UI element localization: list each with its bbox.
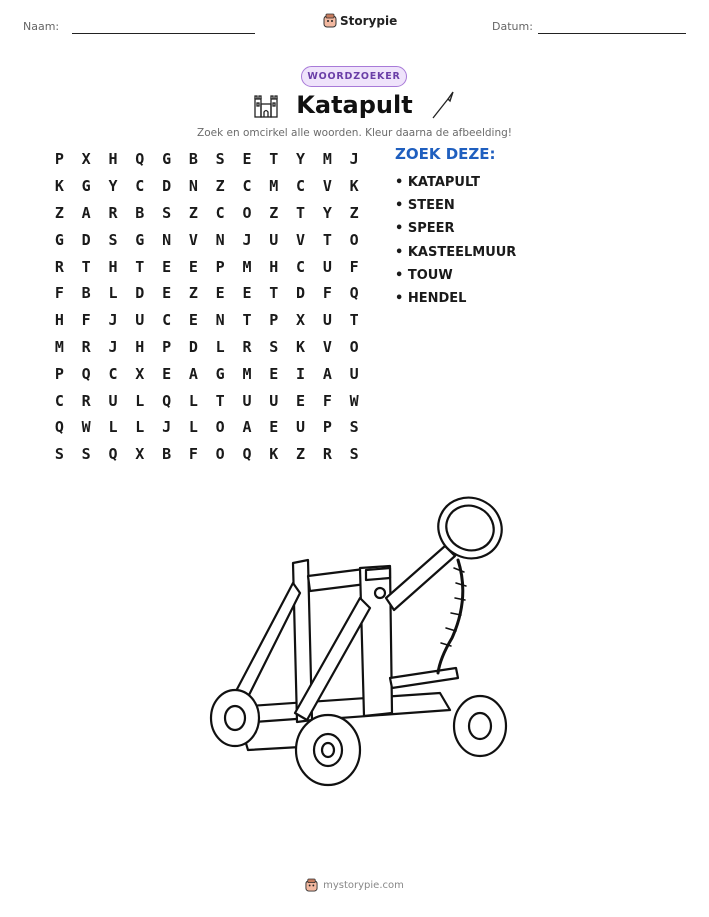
grid-cell[interactable]: F (54, 284, 64, 303)
grid-cell[interactable]: Q (81, 364, 91, 383)
grid-cell[interactable]: J (108, 311, 118, 330)
grid-cell[interactable]: S (162, 203, 172, 222)
grid-cell[interactable]: E (162, 284, 172, 303)
grid-cell[interactable]: U (322, 257, 332, 276)
grid-cell[interactable]: C (296, 177, 306, 196)
grid-cell[interactable]: E (162, 364, 172, 383)
grid-cell[interactable]: C (296, 257, 306, 276)
grid-cell[interactable]: E (242, 284, 252, 303)
grid-cell[interactable]: L (135, 418, 145, 437)
grid-cell[interactable]: P (54, 364, 64, 383)
word-item: • STEEN (395, 194, 516, 217)
grid-cell[interactable]: K (296, 337, 306, 356)
grid-cell[interactable]: B (135, 203, 145, 222)
spear-icon (429, 90, 457, 120)
grid-cell[interactable]: N (188, 177, 198, 196)
grid-cell[interactable]: A (322, 364, 332, 383)
grid-cell[interactable]: R (54, 257, 64, 276)
grid-cell[interactable]: N (215, 311, 225, 330)
grid-cell[interactable]: S (349, 418, 359, 437)
grid-cell[interactable]: Z (188, 203, 198, 222)
grid-cell[interactable]: L (215, 337, 225, 356)
grid-cell[interactable]: A (242, 418, 252, 437)
grid-cell[interactable]: R (242, 337, 252, 356)
grid-cell[interactable]: X (135, 445, 145, 464)
grid-cell[interactable]: Z (269, 203, 279, 222)
grid-cell[interactable]: C (242, 177, 252, 196)
grid-cell[interactable]: S (349, 445, 359, 464)
grid-cell[interactable]: Z (296, 445, 306, 464)
grid-cell[interactable]: B (188, 150, 198, 169)
grid-cell[interactable]: P (269, 311, 279, 330)
grid-cell[interactable]: E (215, 284, 225, 303)
catapult-illustration (200, 488, 510, 790)
grid-cell[interactable]: T (322, 230, 332, 249)
storypie-logo-icon (305, 878, 318, 892)
grid-cell[interactable]: M (322, 150, 332, 169)
grid-cell[interactable]: W (349, 391, 359, 410)
grid-cell[interactable]: L (108, 284, 118, 303)
grid-cell[interactable]: F (188, 445, 198, 464)
grid-cell[interactable]: L (108, 418, 118, 437)
grid-cell[interactable]: P (215, 257, 225, 276)
grid-cell[interactable]: U (135, 311, 145, 330)
grid-cell[interactable]: U (269, 391, 279, 410)
grid-cell[interactable]: T (242, 311, 252, 330)
grid-cell[interactable]: E (162, 257, 172, 276)
word-item: • TOUW (395, 264, 516, 287)
grid-cell[interactable]: J (108, 337, 118, 356)
grid-cell[interactable]: I (296, 364, 306, 383)
grid-cell[interactable]: O (349, 230, 359, 249)
grid-cell[interactable]: T (215, 391, 225, 410)
grid-cell[interactable]: L (188, 391, 198, 410)
grid-cell[interactable]: S (54, 445, 64, 464)
page-title: Katapult (296, 91, 413, 119)
grid-cell[interactable]: P (322, 418, 332, 437)
grid-cell[interactable]: E (269, 418, 279, 437)
word-item: • HENDEL (395, 287, 516, 310)
grid-cell[interactable]: C (54, 391, 64, 410)
grid-cell[interactable]: Q (108, 445, 118, 464)
grid-cell[interactable]: B (81, 284, 91, 303)
grid-cell[interactable]: G (162, 150, 172, 169)
grid-cell[interactable]: O (242, 203, 252, 222)
name-line[interactable] (72, 33, 255, 34)
grid-cell[interactable]: H (108, 257, 118, 276)
grid-cell[interactable]: Q (135, 150, 145, 169)
grid-cell[interactable]: T (81, 257, 91, 276)
grid-cell[interactable]: E (296, 391, 306, 410)
grid-cell[interactable]: J (349, 150, 359, 169)
grid-cell[interactable]: Y (322, 203, 332, 222)
grid-cell[interactable]: N (162, 230, 172, 249)
grid-cell[interactable]: F (81, 311, 91, 330)
grid-cell[interactable]: Z (349, 203, 359, 222)
grid-cell[interactable]: D (296, 284, 306, 303)
date-label: Datum: (492, 20, 533, 33)
grid-cell[interactable]: O (349, 337, 359, 356)
grid-cell[interactable]: E (188, 311, 198, 330)
grid-cell[interactable]: Q (242, 445, 252, 464)
grid-cell[interactable]: H (54, 311, 64, 330)
grid-cell[interactable]: U (296, 418, 306, 437)
grid-cell[interactable]: G (135, 230, 145, 249)
grid-cell[interactable]: M (242, 257, 252, 276)
grid-cell[interactable]: U (242, 391, 252, 410)
brand-name: Storypie (340, 13, 398, 28)
grid-cell[interactable]: W (81, 418, 91, 437)
grid-cell[interactable]: S (108, 230, 118, 249)
date-line[interactable] (538, 33, 686, 34)
grid-cell[interactable]: V (322, 337, 332, 356)
grid-cell[interactable]: S (81, 445, 91, 464)
grid-cell[interactable]: V (296, 230, 306, 249)
grid-cell[interactable]: U (349, 364, 359, 383)
grid-cell[interactable]: A (188, 364, 198, 383)
grid-cell[interactable]: T (349, 311, 359, 330)
grid-cell[interactable]: U (269, 230, 279, 249)
grid-cell[interactable]: F (322, 284, 332, 303)
grid-cell[interactable]: G (54, 230, 64, 249)
grid-cell[interactable]: C (135, 177, 145, 196)
grid-cell[interactable]: E (188, 257, 198, 276)
grid-cell[interactable]: C (215, 203, 225, 222)
grid-cell[interactable]: R (108, 203, 118, 222)
grid-cell[interactable]: E (269, 364, 279, 383)
grid-cell[interactable]: O (215, 445, 225, 464)
grid-cell[interactable]: Q (162, 391, 172, 410)
grid-cell[interactable]: O (215, 418, 225, 437)
grid-cell[interactable]: M (54, 337, 64, 356)
grid-cell[interactable]: K (349, 177, 359, 196)
grid-cell[interactable]: Q (54, 418, 64, 437)
footer-url[interactable]: mystorypie.com (323, 879, 404, 891)
word-list-title: ZOEK DEZE: (395, 145, 496, 163)
grid-cell[interactable]: Y (108, 177, 118, 196)
grid-cell[interactable]: U (108, 391, 118, 410)
word-list (395, 145, 516, 310)
grid-cell[interactable]: R (322, 445, 332, 464)
grid-cell[interactable]: V (322, 177, 332, 196)
letter-grid (46, 146, 368, 468)
grid-cell[interactable]: Z (54, 203, 64, 222)
grid-cell[interactable]: Z (188, 284, 198, 303)
category-badge: WOORDZOEKER (301, 66, 407, 87)
grid-cell[interactable]: E (242, 150, 252, 169)
grid-cell[interactable]: D (162, 177, 172, 196)
grid-cell[interactable]: S (269, 337, 279, 356)
grid-cell[interactable]: H (108, 150, 118, 169)
grid-cell[interactable]: T (269, 284, 279, 303)
grid-cell[interactable]: T (296, 203, 306, 222)
grid-cell[interactable]: L (135, 391, 145, 410)
word-item: • SPEER (395, 217, 516, 240)
grid-cell[interactable]: U (322, 311, 332, 330)
grid-cell[interactable]: X (135, 364, 145, 383)
grid-cell[interactable]: V (188, 230, 198, 249)
grid-cell[interactable]: H (269, 257, 279, 276)
grid-cell[interactable]: J (242, 230, 252, 249)
grid-cell[interactable]: D (135, 284, 145, 303)
castle-icon (252, 91, 280, 119)
grid-cell[interactable]: G (215, 364, 225, 383)
grid-cell[interactable]: T (269, 150, 279, 169)
grid-cell[interactable]: J (162, 418, 172, 437)
grid-cell[interactable]: C (162, 311, 172, 330)
grid-cell[interactable]: K (269, 445, 279, 464)
grid-cell[interactable]: X (81, 150, 91, 169)
grid-cell[interactable]: F (322, 391, 332, 410)
grid-cell[interactable]: M (269, 177, 279, 196)
grid-cell[interactable]: Z (215, 177, 225, 196)
name-label: Naam: (23, 20, 60, 33)
grid-cell[interactable]: H (135, 337, 145, 356)
instructions: Zoek en omcirkel alle woorden. Kleur daarna de afbeelding! (197, 127, 512, 139)
grid-cell[interactable]: S (215, 150, 225, 169)
grid-cell[interactable]: P (54, 150, 64, 169)
title-row (0, 90, 709, 120)
grid-cell[interactable]: D (188, 337, 198, 356)
grid-cell[interactable]: Q (349, 284, 359, 303)
brand (323, 13, 397, 28)
word-item: • KATAPULT (395, 171, 516, 194)
footer (0, 878, 709, 892)
word-item: • KASTEELMUUR (395, 241, 516, 264)
grid-cell[interactable]: Y (296, 150, 306, 169)
storypie-logo-icon (323, 13, 337, 28)
grid-cell[interactable]: G (81, 177, 91, 196)
grid-cell[interactable]: R (81, 391, 91, 410)
grid-cell[interactable]: D (81, 230, 91, 249)
grid-cell[interactable]: M (242, 364, 252, 383)
grid-cell[interactable]: B (162, 445, 172, 464)
grid-cell[interactable]: F (349, 257, 359, 276)
grid-cell[interactable]: P (162, 337, 172, 356)
grid-cell[interactable]: X (296, 311, 306, 330)
grid-cell[interactable]: K (54, 177, 64, 196)
grid-cell[interactable]: A (81, 203, 91, 222)
grid-cell[interactable]: L (188, 418, 198, 437)
grid-cell[interactable]: T (135, 257, 145, 276)
grid-cell[interactable]: N (215, 230, 225, 249)
grid-cell[interactable]: R (81, 337, 91, 356)
grid-cell[interactable]: C (108, 364, 118, 383)
